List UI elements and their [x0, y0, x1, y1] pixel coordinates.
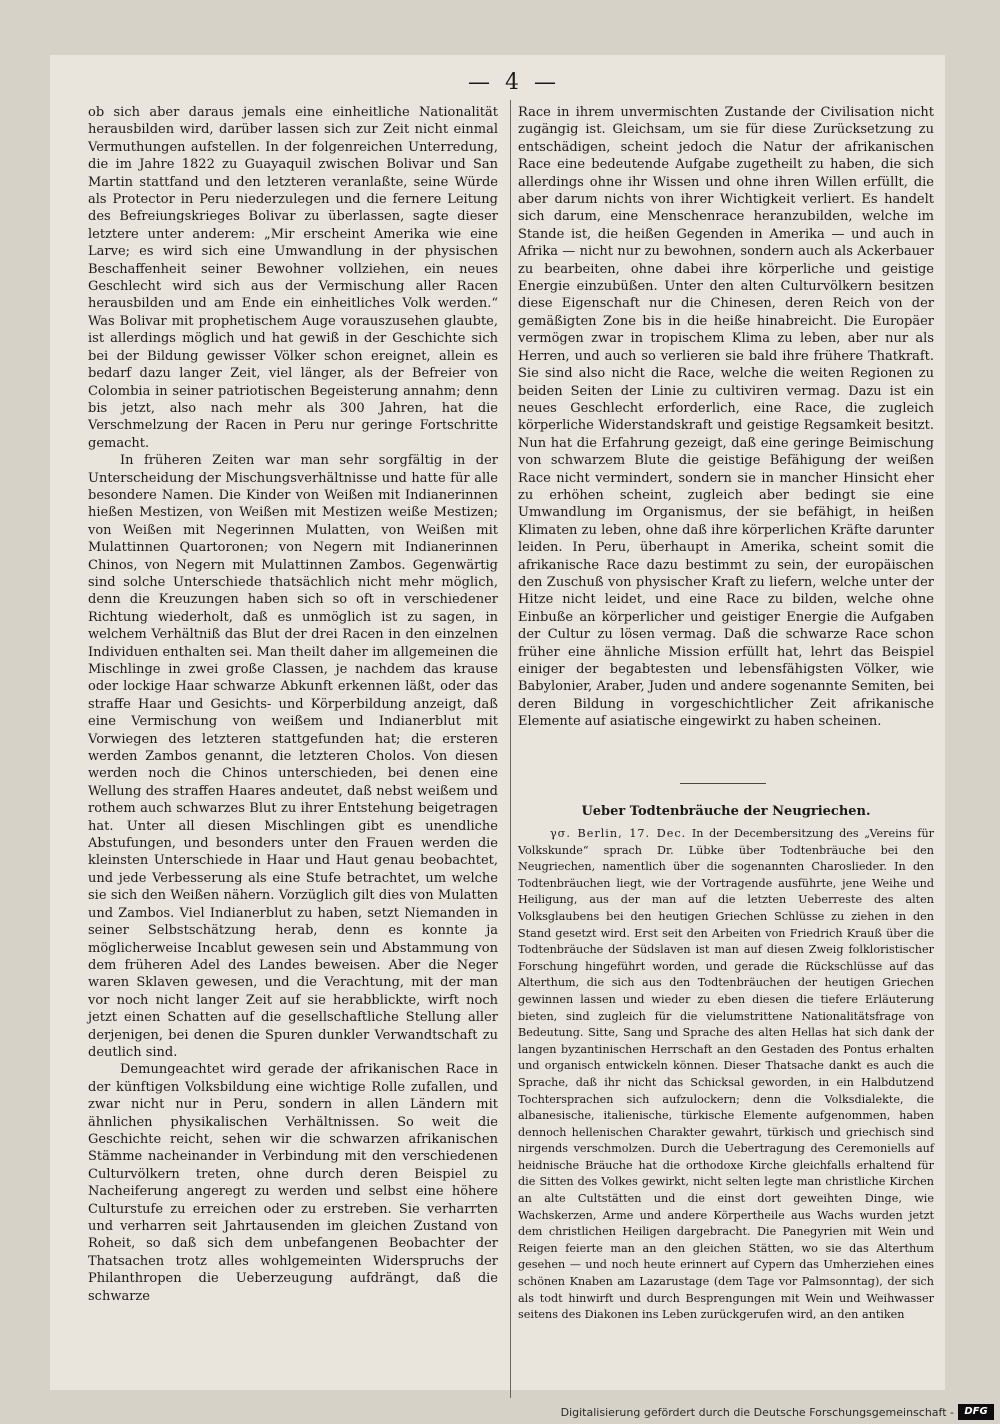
footer: [0, 1402, 1000, 1424]
article-byline: γσ. Berlin, 17. Dec.: [550, 827, 687, 840]
dfg-logo-icon: DFG: [958, 1404, 994, 1420]
article-separator: [680, 783, 766, 784]
left-column: [88, 104, 498, 1305]
article-title: Ueber Todtenbräuche der Neugriechen.: [581, 804, 871, 819]
right-paragraph-1: Race in ihrem unvermischten Zustande der Civilisation nicht zugängig ist. Gleichsam, um sie für diese Zurücksetzung zu entschädigen, scheint jedoch die Natur der afrikanischen Race eine bedeutende Aufgabe zugetheilt zu haben, die sich allerdings ohne ihr Wissen und ohne ihren Willen erfüllt, die aber darum nichts von ihrer Wichtigkeit verliert. Es handelt sich darum, eine Menschenrace heranzubilden, welche im Stande ist, die heißen Gegenden in Amerika — und auch in Afrika — nicht nur zu bewohnen, sondern auch als Ackerbauer zu bearbeiten, ohne dabei ihre körperliche und geistige Energie einzubüßen. Unter den alten Culturvölkern besitzen diese Eigenschaft nur die Chinesen, deren Reich von der gemäßigten Zone bis in die heiße hinabreicht. Die Europäer vermögen zwar in tropischem Klima zu leben, aber nur als Herren, und auch so verlieren sie bald ihre frühere Thatkraft. Sie sind also nicht die Race, welche die weiten Regionen zu beiden Seiten der Linie zu cultiviren vermag. Dazu ist ein neues Geschlecht erforderlich, eine Race, die zugleich körperliche Widerstandskraft und geistige Regsamkeit besitzt. Nun hat die Erfahrung gezeigt, daß eine geringe Beimischung von schwarzem Blute die geistige Befähigung der weißen Race nicht vermindert, sondern sie in mancher Hinsicht eher zu erhöhen scheint, zugleich aber bedingt sie eine Umwandlung im Organismus, der sie befähigt, in heißen Klimaten zu leben, ohne daß ihre körperlichen Kräfte darunter leiden. In Peru, überhaupt in Amerika, scheint somit die afrikanische Race dazu bestimmt zu sein, der europäischen den Zuschuß von physischer Kraft zu liefern, welche unter der Hitze nicht leidet, und eine Race zu bilden, welche ohne Einbuße an körperlicher und geistiger Energie die Aufgaben der Cultur zu lösen vermag. Daß die schwarze Race schon früher eine ähnliche Mission erfüllt hat, lehrt das Beispiel einiger der begabtesten und lebensfähigsten Völker, wie Babylonier, Araber, Juden und andere sogenannte Semiten, bei deren Bildung in vorgeschichtlicher Zeit afrikanische Elemente auf asiatische eingewirkt zu haben scheinen.: [518, 105, 934, 730]
article-text: In der Decembersitzung des „Vereins für Volkskunde“ sprach Dr. Lübke über Todtenbräuche bei den Neugriechen, namentlich über die sogenannten Charoslieder. In den Todtenbräuchen liegt, wie der Vortragende ausführte, jene Weihe und Heiligung, aus der man auf die letzten Ueberreste des alten Volksglaubens bei den heutigen Griechen Schlüsse zu ziehen in den Stand gesetzt wird. Erst seit den Arbeiten von Friedrich Krauß über die Todtenbräuche der Südslaven ist man auf diesen Zweig folkloristischer Forschung hingeführt worden, und gerade die Rückschlüsse auf das Alterthum, die sich aus den Todtenbräuchen der heutigen Griechen gewinnen lassen und wieder zu eben diesen die tiefere Erläuterung bieten, sind zugleich für die vielumstrittene Nationalitätsfrage von Bedeutung. Sitte, Sang und Sprache des alten Hellas hat sich dank der langen byzantinischen Herrschaft an den Gestaden des Pontus erhalten und organisch entwickeln können. Dieser Thatsache dankt es auch die Sprache, daß ihr nicht das Schicksal geworden, in ein Halbdutzend Tochtersprachen sich aufzulockern; denn die Volksdialekte, die albanesische, italienische, türkische Elemente aufgenommen, haben dennoch hellenischen Charakter gewahrt, türkisch und griechisch sind nirgends verschmolzen. Durch die Uebertragung des Ceremoniells auf heidnische Bräuche hat die orthodoxe Kirche gleichfalls erhaltend für die Sitten des Volkes gewirkt, nicht selten legte man christliche Kirchen an alte Cultstätten und die einst dort geweihten Dinge, wie Wachskerzen, Arme und andere Körpertheile aus Wachs wurden jetzt dem christlichen Heiligen dargebracht. Die Panegyrien mit Wein und Reigen feierte man an den gleichen Stätten, wo sie das Alterthum gesehen — und noch heute erinnert auf Cypern das Umherziehen eines schönen Knaben am Lazarustage (dem Tage vor Palmsonntag), der sich als todt hinwirft und durch Besprengungen mit Wein und Weihwasser seitens des Diakonen ins Leben zurückgerufen wird, an den antiken: [518, 827, 934, 1322]
article-body: [518, 826, 934, 1324]
right-column: [518, 104, 934, 731]
column-divider: [510, 100, 511, 1398]
left-paragraph-3: Demungeachtet wird gerade der afrikanischen Race in der künftigen Volksbildung eine wichtige Rolle zufallen, und zwar nicht nur in Peru, sondern in allen Ländern mit ähnlichen physikalischen Verhältnissen. So weit die Geschichte reicht, sehen wir die schwarzen afrikanischen Stämme nacheinander in Verbindung mit den verschiedenen Culturvölkern treten, ohne durch deren Beispiel zu Nacheiferung angeregt zu werden und selbst eine höhere Culturstufe zu erreichen oder zu erstreben. Sie verharrten und verharren seit Jahrtausenden im gleichen Zustand von Roheit, so daß sich dem unbefangenen Beobachter der Thatsachen trotz alles wohlgemeinten Widerspruchs der Philanthropen die Ueberzeugung aufdrängt, daß die schwarze: [88, 1062, 498, 1304]
footer-credit: Digitalisierung gefördert durch die Deutsche Forschungsgemeinschaft -: [560, 1406, 954, 1419]
left-paragraph-1: ob sich aber daraus jemals eine einheitliche Nationalität herausbilden wird, darüber lassen sich zur Zeit nicht einmal Vermuthungen aufstellen. In der folgenreichen Unterredung, die im Jahre 1822 zu Guayaquil zwischen Bolivar und San Martin stattfand und den letzteren veranlaßte, seine Würde als Protector in Peru niederzulegen und die fernere Leitung des Befreiungskrieges Bolivar zu überlassen, sagte dieser letztere unter anderem: „Mir erscheint Amerika wie eine Larve; es wird sich eine Umwandlung in der physischen Beschaffenheit seiner Bewohner vollziehen, ein neues Geschlecht wird sich aus der Vermischung aller Racen herausbilden und am Ende ein einheitliches Volk werden.“ Was Bolivar mit prophetischem Auge vorauszusehen glaubte, ist allerdings möglich und hat gewiß in der Geschichte sich bei der Bildung gewisser Völker schon ereignet, allein es bedarf dazu langer Zeit, viel länger, als der Befreier von Colombia in seiner patriotischen Begeisterung annahm; denn bis jetzt, also nach mehr als 300 Jahren, hat die Verschmelzung der Racen in Peru nur geringe Fortschritte gemacht.: [88, 105, 498, 451]
page-number: — 4 —: [468, 70, 560, 95]
left-paragraph-2: In früheren Zeiten war man sehr sorgfältig in der Unterscheidung der Mischungsverhältnisse und hatte für alle besondere Namen. Die Kinder von Weißen mit Indianerinnen hießen Mestizen, von Weißen mit Mestizen weiße Mestizen; von Weißen mit Negerinnen Mulatten, von Weißen mit Mulattinnen Quartoronen; von Negern mit Indianerinnen Chinos, von Negern mit Mulattinnen Zambos. Gegenwärtig sind solche Unterschiede thatsächlich nicht mehr möglich, denn die Kreuzungen haben sich so oft in verschiedener Richtung wiederholt, daß es unmöglich ist zu sagen, in welchem Verhältniß das Blut der drei Racen in den einzelnen Individuen enthalten sei. Man theilt daher im allgemeinen die Mischlinge in zwei große Classen, je nachdem das krause oder lockige Haar schwarze Abkunft erkennen läßt, oder das straffe Haar und Gesichts- und Körperbildung anzeigt, daß eine Vermischung von weißem und Indianerblut mit Vorwiegen des letzteren stattgefunden hat; die ersteren werden Zambos genannt, die letzteren Cholos. Von diesen werden noch die Chinos unterschieden, bei denen eine Wellung des straffen Haares andeutet, daß nebst weißem und rothem auch schwarzes Blut zu ihrer Entstehung beigetragen hat. Unter all diesen Mischlingen gibt es unendliche Abstufungen, und besonders unter den Frauen werden die kleinsten Unterschiede in Haar und Haut genau beobachtet, und jede Verbesserung als eine Stufe betrachtet, um welche sie sich den Weißen nähern. Vorzüglich gilt dies von Mulatten und Zambos. Viel Indianerblut zu haben, setzt Niemanden in seiner Selbstschätzung herab, denn es konnte ja möglicherweise Incablut gewesen sein und Abstammung von dem früheren Adel des Landes beweisen. Aber die Neger waren Sklaven gewesen, und die Verachtung, mit der man vor noch nicht langer Zeit auf sie herabblickte, wirft noch jetzt einen Schatten auf die gesellschaftliche Stellung aller derjenigen, bei denen die Spuren dunkler Verwandtschaft zu deutlich sind.: [88, 453, 498, 1060]
